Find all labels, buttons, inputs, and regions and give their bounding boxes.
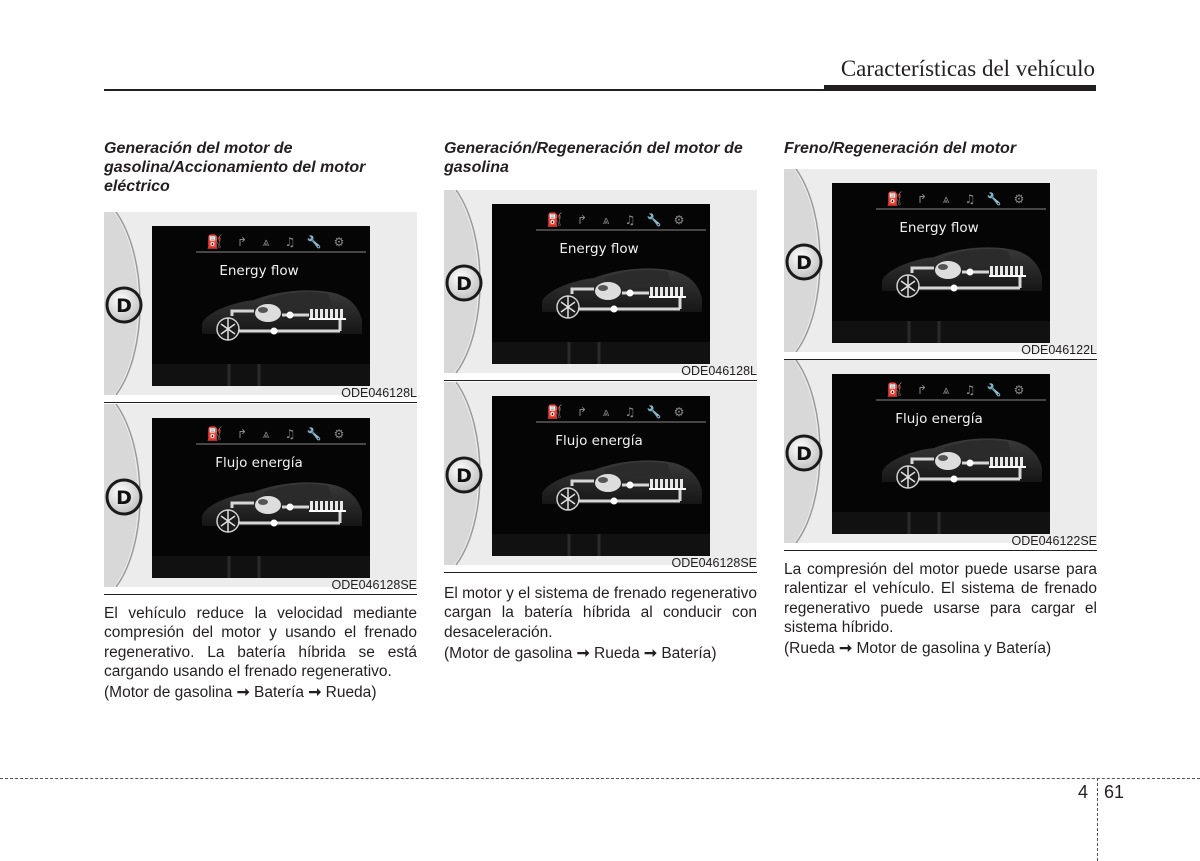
- music-note-icon: ♫: [284, 235, 296, 249]
- gear-icon: ⚙: [1013, 383, 1025, 397]
- figure-code: ODE046128L: [681, 364, 757, 378]
- screen-title: Flujo energía: [895, 411, 983, 427]
- page-title: Características del vehículo: [840, 56, 1095, 81]
- road-icon: ⩓: [602, 405, 610, 419]
- road-icon: ⩓: [262, 427, 270, 441]
- column-2: [444, 139, 757, 177]
- header-rule-accent: [824, 85, 1096, 91]
- screen-title: Flujo energía: [555, 433, 643, 449]
- gear-icon: ⚙: [673, 213, 685, 227]
- road-icon: ⩓: [262, 235, 270, 249]
- gear-indicator: D: [456, 465, 472, 487]
- figure-rule: [444, 572, 757, 573]
- footer-vertical-divider: [1097, 778, 1098, 861]
- music-note-icon: ♫: [624, 405, 636, 419]
- energy-flow-figure: [104, 212, 417, 404]
- screen-title: Energy flow: [559, 241, 639, 257]
- section-heading: Generación del motor de gasolina/Accionamiento del motor eléctrico: [104, 140, 366, 195]
- music-note-icon: ♫: [964, 383, 976, 397]
- figure-code: ODE046122L: [1021, 343, 1097, 357]
- road-icon: ⩓: [942, 383, 950, 397]
- section-heading: Freno/Regeneración del motor: [784, 140, 1017, 157]
- turn-arrow-icon: ↱: [576, 405, 588, 419]
- figure-code: ODE046122SE: [1011, 534, 1097, 548]
- energy-flow-screen: [444, 190, 757, 373]
- wrench-icon: 🔧: [306, 427, 322, 441]
- turn-arrow-icon: ↱: [916, 383, 928, 397]
- wrench-icon: 🔧: [986, 383, 1002, 397]
- energy-flow-figure: [444, 190, 757, 382]
- energy-flow-figure: [444, 382, 757, 574]
- energy-flow-sequence: (Motor de gasolina ➞ Rueda ➞ Batería): [444, 644, 717, 662]
- body-paragraph: El motor y el sistema de frenado regenerativo cargan la batería híbrida al conducir con desaceleración.: [444, 585, 757, 641]
- energy-flow-sequence: (Rueda ➞ Motor de gasolina y Batería): [784, 640, 1052, 658]
- column-3: [784, 139, 1097, 158]
- page-number: 61: [1104, 782, 1125, 802]
- fuel-car-icon: ⛽: [206, 235, 224, 250]
- energy-flow-screen: [784, 169, 1097, 352]
- arrow-icon: ➞: [839, 640, 853, 658]
- body-paragraph: El vehículo reduce la velocidad mediante compresión del motor y usando el frenado regenerativo. La batería híbrida se está cargando usando el frenado regenerativo.: [104, 605, 417, 680]
- footer-divider: [0, 778, 1200, 779]
- wrench-icon: 🔧: [646, 213, 662, 227]
- music-note-icon: ♫: [284, 427, 296, 441]
- fuel-car-icon: ⛽: [206, 427, 224, 442]
- gear-indicator: D: [116, 487, 132, 509]
- road-icon: ⩓: [602, 213, 610, 227]
- body-paragraph: La compresión del motor puede usarse para ralentizar el vehículo. El sistema de frenado regenerativo puede usarse para cargar el sistema híbrido.: [784, 561, 1097, 636]
- body-text-col-3: [784, 560, 1097, 660]
- body-text-col-1: [104, 604, 417, 704]
- section-heading: Generación/Regeneración del motor de gasolina: [444, 140, 743, 176]
- gear-indicator: D: [116, 295, 132, 317]
- fuel-car-icon: ⛽: [546, 405, 564, 420]
- turn-arrow-icon: ↱: [576, 213, 588, 227]
- wrench-icon: 🔧: [646, 405, 662, 419]
- energy-flow-figure: [784, 169, 1097, 361]
- wrench-icon: 🔧: [986, 192, 1002, 206]
- gear-icon: ⚙: [333, 235, 345, 249]
- column-1: [104, 139, 417, 196]
- turn-arrow-icon: ↱: [916, 192, 928, 206]
- road-icon: ⩓: [942, 192, 950, 206]
- fuel-car-icon: ⛽: [886, 192, 904, 207]
- music-note-icon: ♫: [964, 192, 976, 206]
- chapter-number: 4: [1078, 782, 1089, 802]
- screen-title: Energy flow: [899, 220, 979, 236]
- arrow-icon: ➞: [236, 684, 250, 702]
- energy-flow-screen: [104, 404, 417, 587]
- body-text-col-2: [444, 584, 757, 665]
- gear-icon: ⚙: [1013, 192, 1025, 206]
- gear-icon: ⚙: [333, 427, 345, 441]
- wrench-icon: 🔧: [306, 235, 322, 249]
- turn-arrow-icon: ↱: [236, 235, 248, 249]
- gear-indicator: D: [796, 443, 812, 465]
- energy-flow-screen: [444, 382, 757, 565]
- arrow-icon: ➞: [308, 684, 322, 702]
- energy-flow-sequence: (Motor de gasolina ➞ Batería ➞ Rueda): [104, 684, 377, 702]
- turn-arrow-icon: ↱: [236, 427, 248, 441]
- figure-rule: [104, 594, 417, 595]
- music-note-icon: ♫: [624, 213, 636, 227]
- screen-title: Energy flow: [219, 263, 299, 279]
- energy-flow-screen: [784, 360, 1097, 543]
- energy-flow-screen: [104, 212, 417, 395]
- figure-rule: [104, 402, 417, 403]
- energy-flow-figure: [784, 360, 1097, 552]
- gear-indicator: D: [796, 252, 812, 274]
- arrow-icon: ➞: [644, 644, 658, 662]
- arrow-icon: ➞: [576, 644, 590, 662]
- figure-code: ODE046128SE: [671, 556, 757, 570]
- fuel-car-icon: ⛽: [546, 213, 564, 228]
- figure-code: ODE046128L: [341, 386, 417, 400]
- energy-flow-figure: [104, 404, 417, 596]
- gear-icon: ⚙: [673, 405, 685, 419]
- figure-rule: [444, 380, 757, 381]
- screen-title: Flujo energía: [215, 455, 303, 471]
- gear-indicator: D: [456, 273, 472, 295]
- figure-code: ODE046128SE: [331, 578, 417, 592]
- figure-rule: [784, 550, 1097, 551]
- fuel-car-icon: ⛽: [886, 383, 904, 398]
